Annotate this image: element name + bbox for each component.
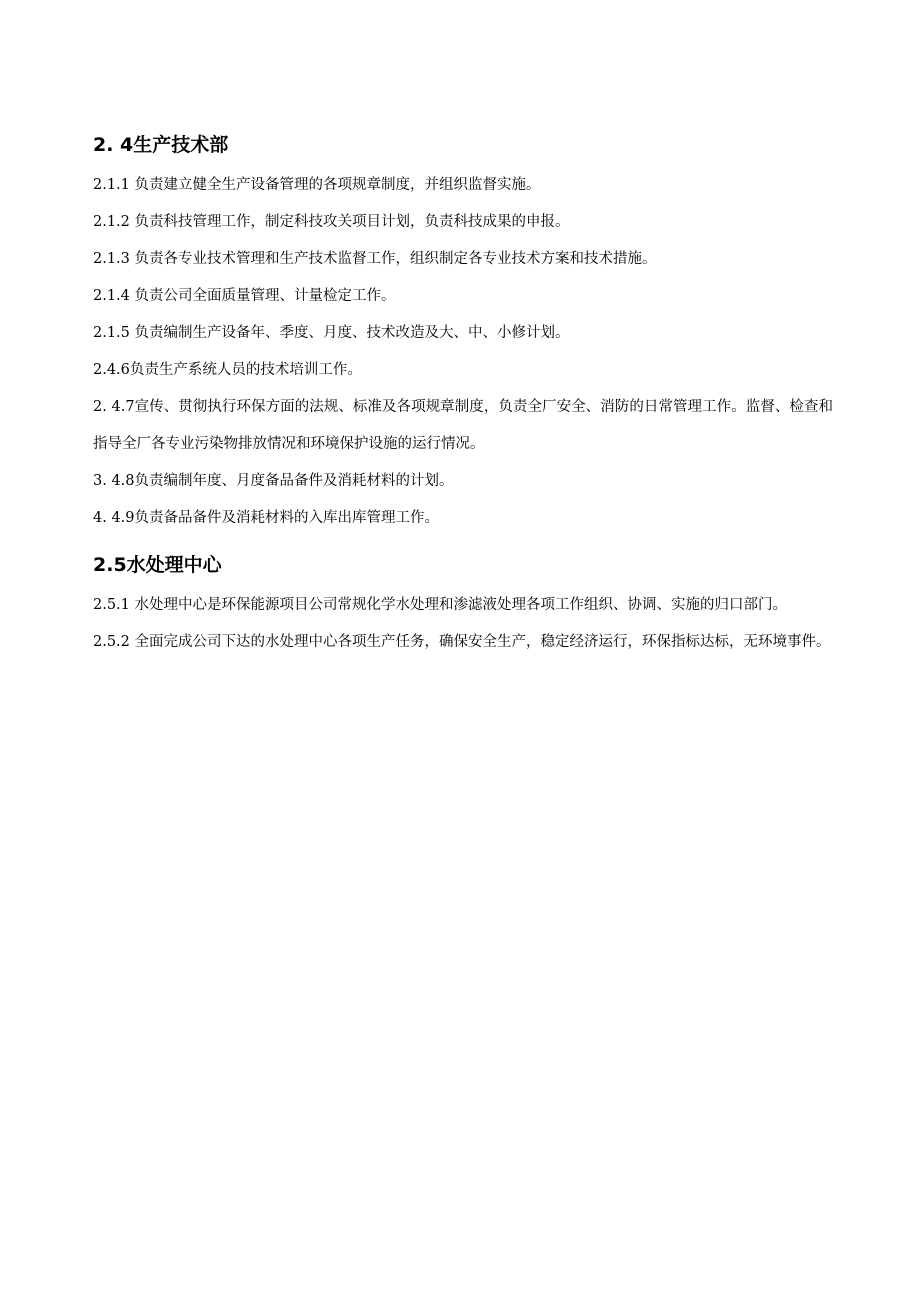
paragraph-2-1-5: 2.1.5 负责编制生产设备年、季度、月度、技术改造及大、中、小修计划。 — [93, 325, 570, 341]
paragraph-2-5-1: 2.5.1 水处理中心是环保能源项目公司常规化学水处理和渗滤液处理各项工作组织、协调、实施的归口部门。 — [93, 597, 787, 613]
document-body — [93, 131, 833, 661]
paragraph-2-4-7: 2. 4.7宣传、贯彻执行环保方面的法规、标准及各项规章制度，负责全厂安全、消防的日常管理工作。监督、检查和指导全厂各专业污染物排放情况和环境保护设施的运行情况。 — [93, 399, 833, 452]
paragraph-4-8: 3. 4.8负责编制年度、月度备品备件及消耗材料的计划。 — [93, 473, 454, 489]
paragraph-2-4-6: 2.4.6负责生产系统人员的技术培训工作。 — [93, 362, 362, 378]
paragraph-4-9: 4. 4.9负责备品备件及消耗材料的入库出库管理工作。 — [93, 510, 440, 526]
section-heading-water-treatment: 2.5水处理中心 — [93, 554, 222, 576]
paragraph-2-1-1: 2.1.1 负责建立健全生产设备管理的各项规章制度，并组织监督实施。 — [93, 177, 541, 193]
paragraph-2-1-4: 2.1.4 负责公司全面质量管理、计量检定工作。 — [93, 288, 396, 304]
paragraph-2-1-2: 2.1.2 负责科技管理工作，制定科技攻关项目计划，负责科技成果的申报。 — [93, 214, 570, 230]
paragraph-2-1-3: 2.1.3 负责各专业技术管理和生产技术监督工作，组织制定各专业技术方案和技术措施。 — [93, 251, 657, 267]
section-heading-production-tech: 2. 4生产技术部 — [93, 134, 229, 156]
paragraph-2-5-2: 2.5.2 全面完成公司下达的水处理中心各项生产任务，确保安全生产，稳定经济运行，环保指标达标，无环境事件。 — [93, 634, 831, 650]
